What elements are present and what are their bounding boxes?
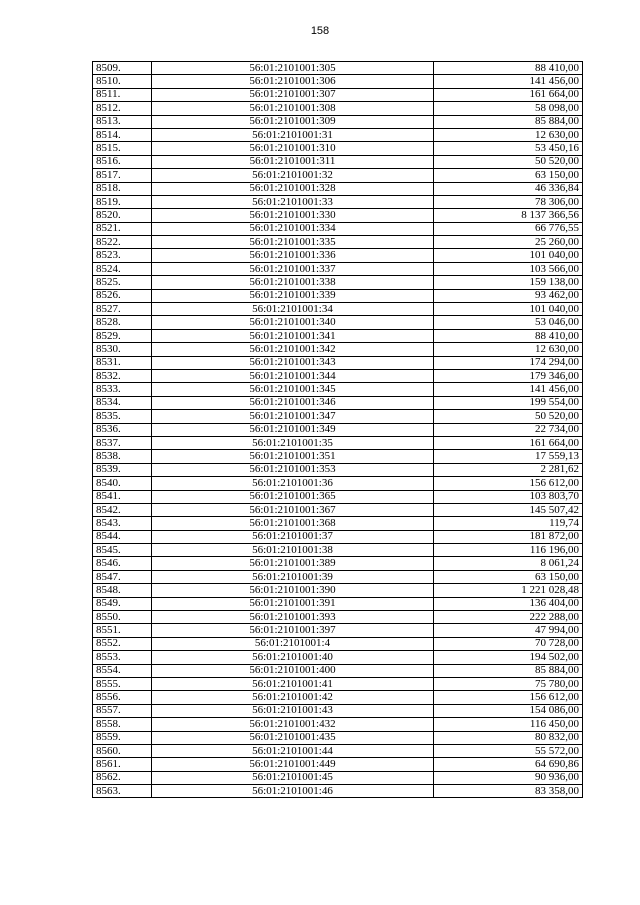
cadastral-number: 56:01:2101001:349 <box>152 423 434 436</box>
cadastral-value: 64 690,86 <box>434 758 583 771</box>
cadastral-number: 56:01:2101001:328 <box>152 182 434 195</box>
cadastral-number: 56:01:2101001:311 <box>152 155 434 168</box>
table-row <box>93 410 583 423</box>
table-row <box>93 423 583 436</box>
cadastral-value: 181 872,00 <box>434 530 583 543</box>
row-number: 8544. <box>93 530 152 543</box>
cadastral-number: 56:01:2101001:40 <box>152 651 434 664</box>
cadastral-value: 161 664,00 <box>434 436 583 449</box>
row-number: 8522. <box>93 236 152 249</box>
cadastral-value: 25 260,00 <box>434 236 583 249</box>
cadastral-number: 56:01:2101001:34 <box>152 303 434 316</box>
cadastral-number: 56:01:2101001:342 <box>152 343 434 356</box>
cadastral-number: 56:01:2101001:346 <box>152 396 434 409</box>
row-number: 8552. <box>93 637 152 650</box>
row-number: 8510. <box>93 75 152 88</box>
cadastral-value: 46 336,84 <box>434 182 583 195</box>
cadastral-value: 12 630,00 <box>434 343 583 356</box>
table-row <box>93 356 583 369</box>
table-row <box>93 664 583 677</box>
table-row <box>93 329 583 342</box>
cadastral-value: 12 630,00 <box>434 128 583 141</box>
table-row <box>93 450 583 463</box>
row-number: 8546. <box>93 557 152 570</box>
cadastral-value: 179 346,00 <box>434 369 583 382</box>
cadastral-value: 116 196,00 <box>434 544 583 557</box>
cadastral-number: 56:01:2101001:343 <box>152 356 434 369</box>
cadastral-value: 2 281,62 <box>434 463 583 476</box>
row-number: 8525. <box>93 276 152 289</box>
row-number: 8530. <box>93 343 152 356</box>
cadastral-number: 56:01:2101001:340 <box>152 316 434 329</box>
row-number: 8531. <box>93 356 152 369</box>
cadastral-number: 56:01:2101001:400 <box>152 664 434 677</box>
cadastral-value: 63 150,00 <box>434 169 583 182</box>
table-row <box>93 195 583 208</box>
table-row <box>93 624 583 637</box>
cadastral-value: 156 612,00 <box>434 691 583 704</box>
row-number: 8535. <box>93 410 152 423</box>
cadastral-number: 56:01:2101001:397 <box>152 624 434 637</box>
table-row <box>93 503 583 516</box>
cadastral-number: 56:01:2101001:307 <box>152 88 434 101</box>
cadastral-number: 56:01:2101001:344 <box>152 369 434 382</box>
table-row <box>93 276 583 289</box>
cadastral-value: 136 404,00 <box>434 597 583 610</box>
table-row <box>93 396 583 409</box>
table-row <box>93 62 583 75</box>
table-row <box>93 128 583 141</box>
row-number: 8542. <box>93 503 152 516</box>
table-row <box>93 637 583 650</box>
cadastral-number: 56:01:2101001:353 <box>152 463 434 476</box>
cadastral-number: 56:01:2101001:345 <box>152 383 434 396</box>
cadastral-number: 56:01:2101001:31 <box>152 128 434 141</box>
cadastral-value: 58 098,00 <box>434 102 583 115</box>
row-number: 8555. <box>93 677 152 690</box>
cadastral-number: 56:01:2101001:306 <box>152 75 434 88</box>
table-row <box>93 651 583 664</box>
cadastral-number: 56:01:2101001:37 <box>152 530 434 543</box>
row-number: 8526. <box>93 289 152 302</box>
cadastral-number: 56:01:2101001:337 <box>152 262 434 275</box>
row-number: 8559. <box>93 731 152 744</box>
table-row <box>93 289 583 302</box>
table-row <box>93 88 583 101</box>
table-row <box>93 704 583 717</box>
table-row <box>93 731 583 744</box>
cadastral-value: 145 507,42 <box>434 503 583 516</box>
row-number: 8551. <box>93 624 152 637</box>
row-number: 8547. <box>93 570 152 583</box>
cadastral-number: 56:01:2101001:308 <box>152 102 434 115</box>
cadastral-number: 56:01:2101001:38 <box>152 544 434 557</box>
cadastral-value: 174 294,00 <box>434 356 583 369</box>
table-row <box>93 570 583 583</box>
cadastral-number: 56:01:2101001:368 <box>152 517 434 530</box>
row-number: 8558. <box>93 718 152 731</box>
cadastral-number: 56:01:2101001:367 <box>152 503 434 516</box>
cadastral-number: 56:01:2101001:351 <box>152 450 434 463</box>
cadastral-value: 119,74 <box>434 517 583 530</box>
row-number: 8528. <box>93 316 152 329</box>
row-number: 8562. <box>93 771 152 784</box>
row-number: 8511. <box>93 88 152 101</box>
cadastral-number: 56:01:2101001:45 <box>152 771 434 784</box>
table-row <box>93 303 583 316</box>
cadastral-value: 161 664,00 <box>434 88 583 101</box>
cadastral-value: 80 832,00 <box>434 731 583 744</box>
row-number: 8520. <box>93 209 152 222</box>
table-row <box>93 677 583 690</box>
cadastral-number: 56:01:2101001:339 <box>152 289 434 302</box>
cadastral-value: 22 734,00 <box>434 423 583 436</box>
cadastral-value: 101 040,00 <box>434 303 583 316</box>
row-number: 8527. <box>93 303 152 316</box>
cadastral-value: 159 138,00 <box>434 276 583 289</box>
row-number: 8550. <box>93 611 152 624</box>
row-number: 8549. <box>93 597 152 610</box>
cadastral-value: 75 780,00 <box>434 677 583 690</box>
cadastral-value: 1 221 028,48 <box>434 584 583 597</box>
row-number: 8536. <box>93 423 152 436</box>
table-row <box>93 544 583 557</box>
table-row <box>93 316 583 329</box>
page-number: 158 <box>310 25 330 37</box>
row-number: 8554. <box>93 664 152 677</box>
cadastral-number: 56:01:2101001:43 <box>152 704 434 717</box>
cadastral-value: 103 803,70 <box>434 490 583 503</box>
cadastral-value: 53 450,16 <box>434 142 583 155</box>
row-number: 8521. <box>93 222 152 235</box>
cadastral-number: 56:01:2101001:310 <box>152 142 434 155</box>
cadastral-value: 141 456,00 <box>434 383 583 396</box>
cadastral-value: 90 936,00 <box>434 771 583 784</box>
row-number: 8529. <box>93 329 152 342</box>
table-row <box>93 691 583 704</box>
row-number: 8541. <box>93 490 152 503</box>
cadastral-value: 88 410,00 <box>434 62 583 75</box>
table-row <box>93 383 583 396</box>
table-body <box>93 62 583 798</box>
cadastral-number: 56:01:2101001:35 <box>152 436 434 449</box>
cadastral-value: 50 520,00 <box>434 155 583 168</box>
table-row <box>93 369 583 382</box>
table-row <box>93 517 583 530</box>
table-row <box>93 771 583 784</box>
cadastral-number: 56:01:2101001:335 <box>152 236 434 249</box>
cadastral-value: 222 288,00 <box>434 611 583 624</box>
cadastral-number: 56:01:2101001:41 <box>152 677 434 690</box>
cadastral-number: 56:01:2101001:347 <box>152 410 434 423</box>
cadastral-number: 56:01:2101001:435 <box>152 731 434 744</box>
table-row <box>93 75 583 88</box>
table-row <box>93 236 583 249</box>
cadastral-number: 56:01:2101001:336 <box>152 249 434 262</box>
cadastral-number: 56:01:2101001:341 <box>152 329 434 342</box>
table-row <box>93 142 583 155</box>
table-row <box>93 557 583 570</box>
cadastral-number: 56:01:2101001:39 <box>152 570 434 583</box>
row-number: 8540. <box>93 477 152 490</box>
table-row <box>93 584 583 597</box>
row-number: 8509. <box>93 62 152 75</box>
table-row <box>93 102 583 115</box>
table-row <box>93 597 583 610</box>
cadastral-value: 88 410,00 <box>434 329 583 342</box>
cadastral-value: 8 061,24 <box>434 557 583 570</box>
cadastral-number: 56:01:2101001:449 <box>152 758 434 771</box>
row-number: 8539. <box>93 463 152 476</box>
row-number: 8553. <box>93 651 152 664</box>
cadastral-number: 56:01:2101001:309 <box>152 115 434 128</box>
cadastral-value: 116 450,00 <box>434 718 583 731</box>
cadastral-value: 47 994,00 <box>434 624 583 637</box>
row-number: 8556. <box>93 691 152 704</box>
cadastral-value: 103 566,00 <box>434 262 583 275</box>
row-number: 8532. <box>93 369 152 382</box>
cadastral-value: 101 040,00 <box>434 249 583 262</box>
row-number: 8557. <box>93 704 152 717</box>
row-number: 8563. <box>93 785 152 798</box>
row-number: 8561. <box>93 758 152 771</box>
row-number: 8519. <box>93 195 152 208</box>
cadastral-number: 56:01:2101001:32 <box>152 169 434 182</box>
cadastral-number: 56:01:2101001:432 <box>152 718 434 731</box>
table-row <box>93 463 583 476</box>
table-row <box>93 744 583 757</box>
cadastral-number: 56:01:2101001:338 <box>152 276 434 289</box>
cadastral-value: 154 086,00 <box>434 704 583 717</box>
table-row <box>93 343 583 356</box>
row-number: 8548. <box>93 584 152 597</box>
row-number: 8513. <box>93 115 152 128</box>
table-row <box>93 155 583 168</box>
cadastral-number: 56:01:2101001:365 <box>152 490 434 503</box>
cadastral-value: 55 572,00 <box>434 744 583 757</box>
cadastral-number: 56:01:2101001:44 <box>152 744 434 757</box>
row-number: 8514. <box>93 128 152 141</box>
cadastral-number: 56:01:2101001:36 <box>152 477 434 490</box>
row-number: 8518. <box>93 182 152 195</box>
table-row <box>93 182 583 195</box>
row-number: 8512. <box>93 102 152 115</box>
row-number: 8534. <box>93 396 152 409</box>
table-row <box>93 477 583 490</box>
row-number: 8517. <box>93 169 152 182</box>
row-number: 8545. <box>93 544 152 557</box>
cadastral-value: 85 884,00 <box>434 115 583 128</box>
row-number: 8516. <box>93 155 152 168</box>
cadastral-number: 56:01:2101001:305 <box>152 62 434 75</box>
table-row <box>93 209 583 222</box>
cadastral-value: 53 046,00 <box>434 316 583 329</box>
table-row <box>93 611 583 624</box>
table-row <box>93 249 583 262</box>
cadastral-value: 78 306,00 <box>434 195 583 208</box>
cadastral-value: 85 884,00 <box>434 664 583 677</box>
cadastral-number: 56:01:2101001:33 <box>152 195 434 208</box>
table-row <box>93 758 583 771</box>
table-row <box>93 169 583 182</box>
cadastral-number: 56:01:2101001:393 <box>152 611 434 624</box>
cadastral-value: 66 776,55 <box>434 222 583 235</box>
cadastral-value: 63 150,00 <box>434 570 583 583</box>
table-row <box>93 490 583 503</box>
cadastral-value: 83 358,00 <box>434 785 583 798</box>
table-row <box>93 718 583 731</box>
row-number: 8543. <box>93 517 152 530</box>
row-number: 8537. <box>93 436 152 449</box>
cadastral-number: 56:01:2101001:42 <box>152 691 434 704</box>
cadastral-number: 56:01:2101001:4 <box>152 637 434 650</box>
table-row <box>93 436 583 449</box>
cadastral-number: 56:01:2101001:390 <box>152 584 434 597</box>
row-number: 8533. <box>93 383 152 396</box>
cadastral-value: 93 462,00 <box>434 289 583 302</box>
cadastral-value: 199 554,00 <box>434 396 583 409</box>
cadastral-value: 194 502,00 <box>434 651 583 664</box>
cadastral-number: 56:01:2101001:334 <box>152 222 434 235</box>
cadastral-value: 156 612,00 <box>434 477 583 490</box>
table-row <box>93 262 583 275</box>
row-number: 8515. <box>93 142 152 155</box>
cadastral-number: 56:01:2101001:389 <box>152 557 434 570</box>
cadastral-value-table <box>92 61 583 798</box>
row-number: 8560. <box>93 744 152 757</box>
cadastral-value: 141 456,00 <box>434 75 583 88</box>
cadastral-value: 70 728,00 <box>434 637 583 650</box>
table-row <box>93 785 583 798</box>
row-number: 8538. <box>93 450 152 463</box>
cadastral-number: 56:01:2101001:391 <box>152 597 434 610</box>
table-row <box>93 530 583 543</box>
row-number: 8523. <box>93 249 152 262</box>
cadastral-value: 17 559,13 <box>434 450 583 463</box>
row-number: 8524. <box>93 262 152 275</box>
cadastral-number: 56:01:2101001:46 <box>152 785 434 798</box>
cadastral-value: 8 137 366,56 <box>434 209 583 222</box>
cadastral-number: 56:01:2101001:330 <box>152 209 434 222</box>
cadastral-value: 50 520,00 <box>434 410 583 423</box>
table-row <box>93 222 583 235</box>
table-row <box>93 115 583 128</box>
